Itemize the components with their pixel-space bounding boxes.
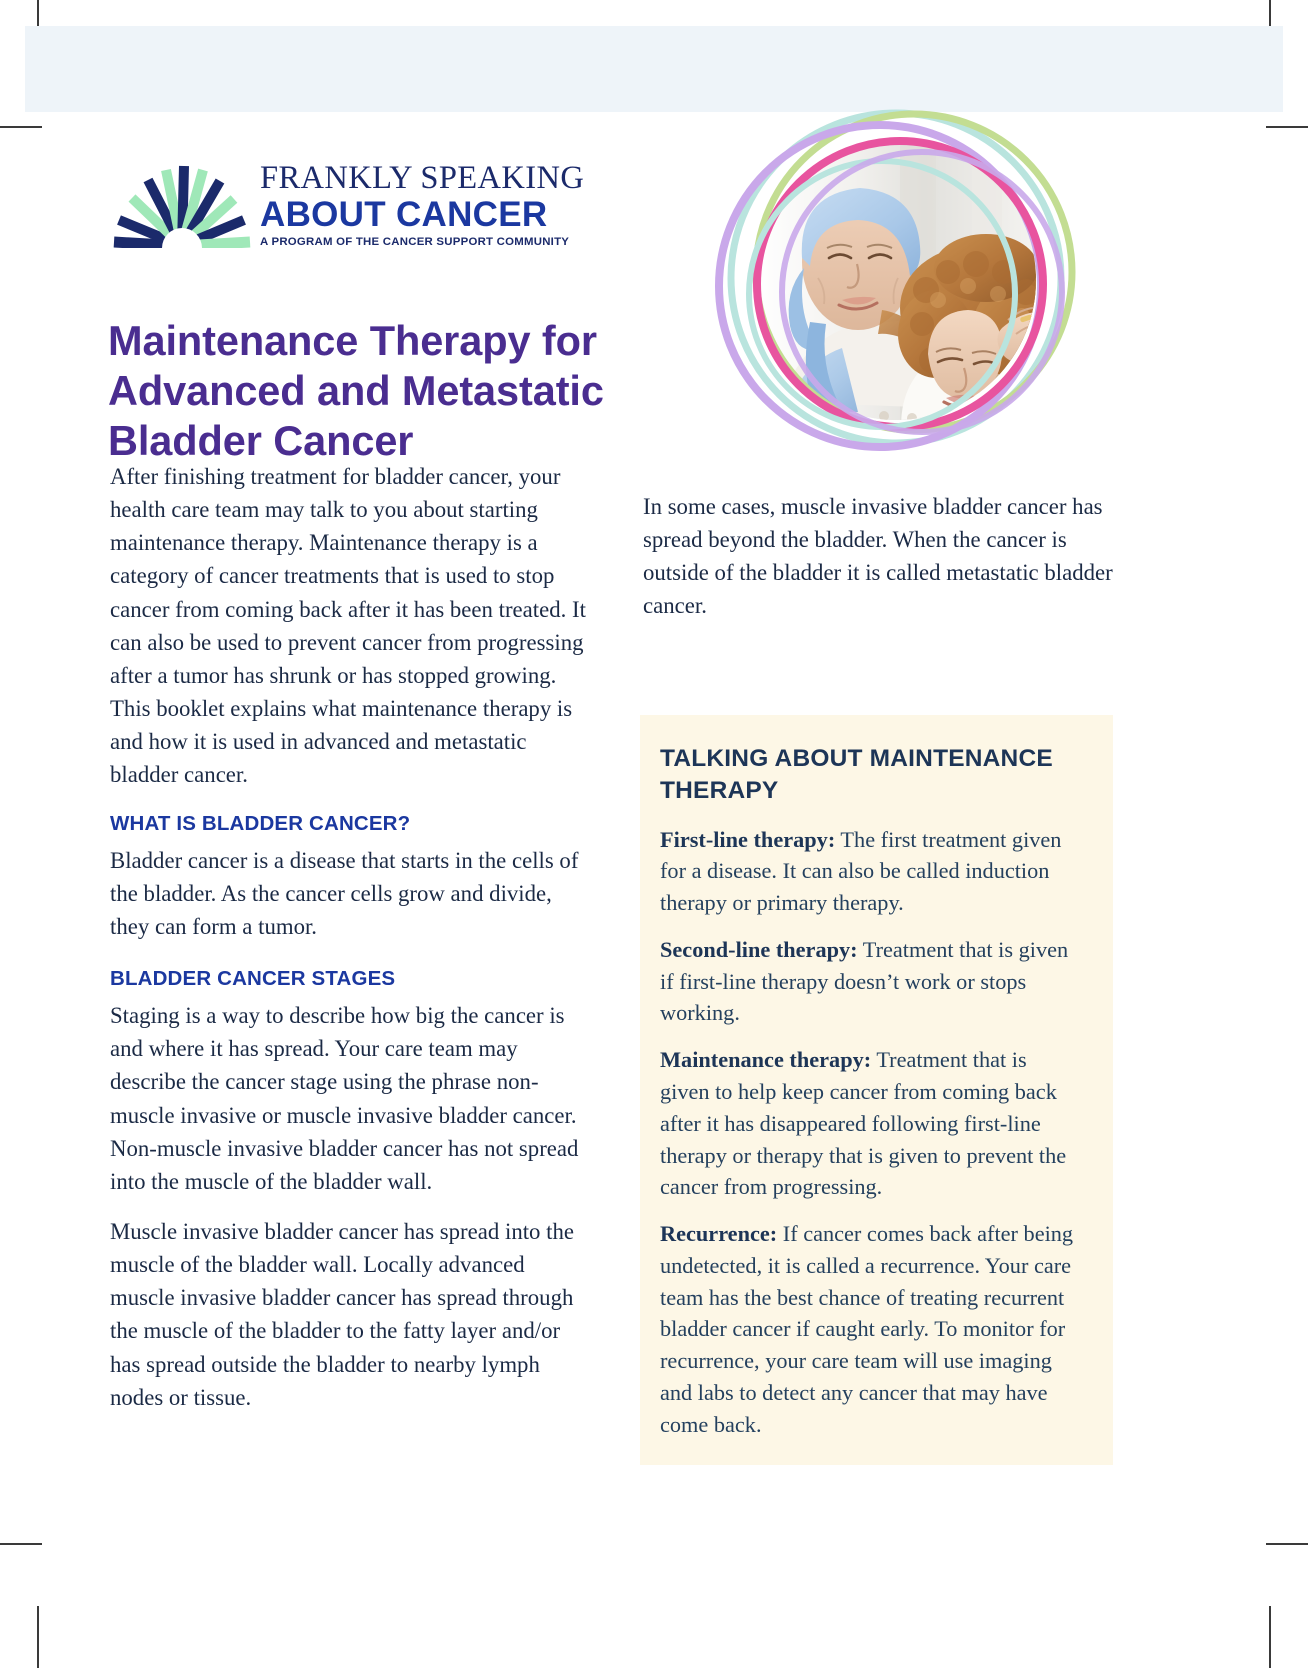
intro-paragraph: After finishing treatment for bladder cancer, your health care team may talk to you about starting maintenance therapy. Maintenance therapy is a category of cancer treatments that is used to stop cancer from coming back after it has been treated. It can also be used to prevent cancer from progressing after a tumor has shrunk or has stopped growing. This booklet explains what maintenance therapy is and how it is used in advanced and metastatic bladder cancer. (110, 464, 586, 788)
section-heading-what-is-bladder-cancer: WHAT IS BLADDER CANCER? (110, 811, 411, 835)
logo-tagline: A PROGRAM OF THE CANCER SUPPORT COMMUNITY (260, 236, 570, 249)
sidebar-glossary-list (660, 824, 1081, 1441)
crop-mark-top-left-horizontal (0, 126, 42, 128)
glossary-term: Maintenance therapy: (660, 1047, 872, 1073)
glossary-definition: The first treatment given for a disease. It can also be called induction therapy or primary therapy. (660, 826, 1062, 916)
glossary-term: First-line therapy: (660, 826, 836, 852)
crop-mark-bottom-left-horizontal (0, 1543, 42, 1545)
page-title: Maintenance Therapy for Advanced and Metastatic Bladder Cancer (108, 316, 604, 465)
glossary-definition: Treatment that is given if first-line therapy doesn’t work or stops working. (660, 936, 1069, 1026)
logo-line-frankly-speaking: FRANKLY SPEAKING (260, 160, 585, 196)
glossary-definition: Treatment that is given to help keep cancer from coming back after it has disappeared following first-line therapy or therapy that is given to prevent the cancer from progressing. (660, 1047, 1067, 1200)
glossary-term: Second-line therapy: (660, 936, 858, 962)
paragraph-muscle-invasive: Muscle invasive bladder cancer has spread into the muscle of the bladder wall. Locally advanced muscle invasive bladder cancer has spread through the muscle of the bladder to the fatty layer and/or has spread outside the bladder to nearby lymph nodes or tissue. (110, 1218, 574, 1410)
logo-line-about-cancer: ABOUT CANCER (260, 194, 548, 234)
sunburst-rays-icon (108, 164, 256, 248)
glossary-term: Recurrence: (660, 1221, 778, 1247)
crop-mark-bottom-right-horizontal (1266, 1543, 1308, 1545)
glossary-item-first-line-therapy (660, 824, 1081, 919)
crop-mark-bottom-left-vertical (37, 1606, 39, 1668)
glossary-definition: If cancer comes back after being undetected, it is called a recurrence. Your care team has the best chance of treating recurrent bladder cancer if caught early. To monitor for recurrence, your care team will use imaging and labs to detect any cancer that may have come back. (660, 1221, 1074, 1437)
frankly-speaking-logo (108, 162, 608, 256)
right-column-intro (643, 490, 1131, 640)
glossary-item-maintenance-therapy (660, 1044, 1081, 1203)
sidebar-heading: TALKING ABOUT MAINTENANCE THERAPY (660, 745, 1053, 805)
section-heading-bladder-cancer-stages: BLADDER CANCER STAGES (110, 967, 396, 991)
header-banner-strip (25, 26, 1283, 112)
paragraph-metastatic: In some cases, muscle invasive bladder cancer has spread beyond the bladder. When the cancer is outside of the bladder it is called metastatic bladder cancer. (643, 494, 1113, 619)
left-column (110, 460, 594, 1431)
paragraph-staging: Staging is a way to describe how big the cancer is and where it has spread. Your care team may describe the cancer stage using the phrase non-muscle invasive or muscle invasive bladder cancer. Non-muscle invasive bladder cancer has not spread into the muscle of the bladder wall. (110, 1003, 579, 1194)
paragraph-what-is-bladder-cancer: Bladder cancer is a disease that starts in the cells of the bladder. As the cancer cells grow and divide, they can form a tumor. (110, 847, 579, 939)
crop-mark-bottom-right-vertical (1269, 1606, 1271, 1668)
hero-photo-with-rings (686, 72, 1090, 476)
glossary-item-second-line-therapy (660, 934, 1081, 1029)
crop-mark-top-right-horizontal (1266, 126, 1308, 128)
sidebar-callout-talking-about-maintenance-therapy (640, 715, 1113, 1465)
glossary-item-recurrence (660, 1218, 1081, 1440)
